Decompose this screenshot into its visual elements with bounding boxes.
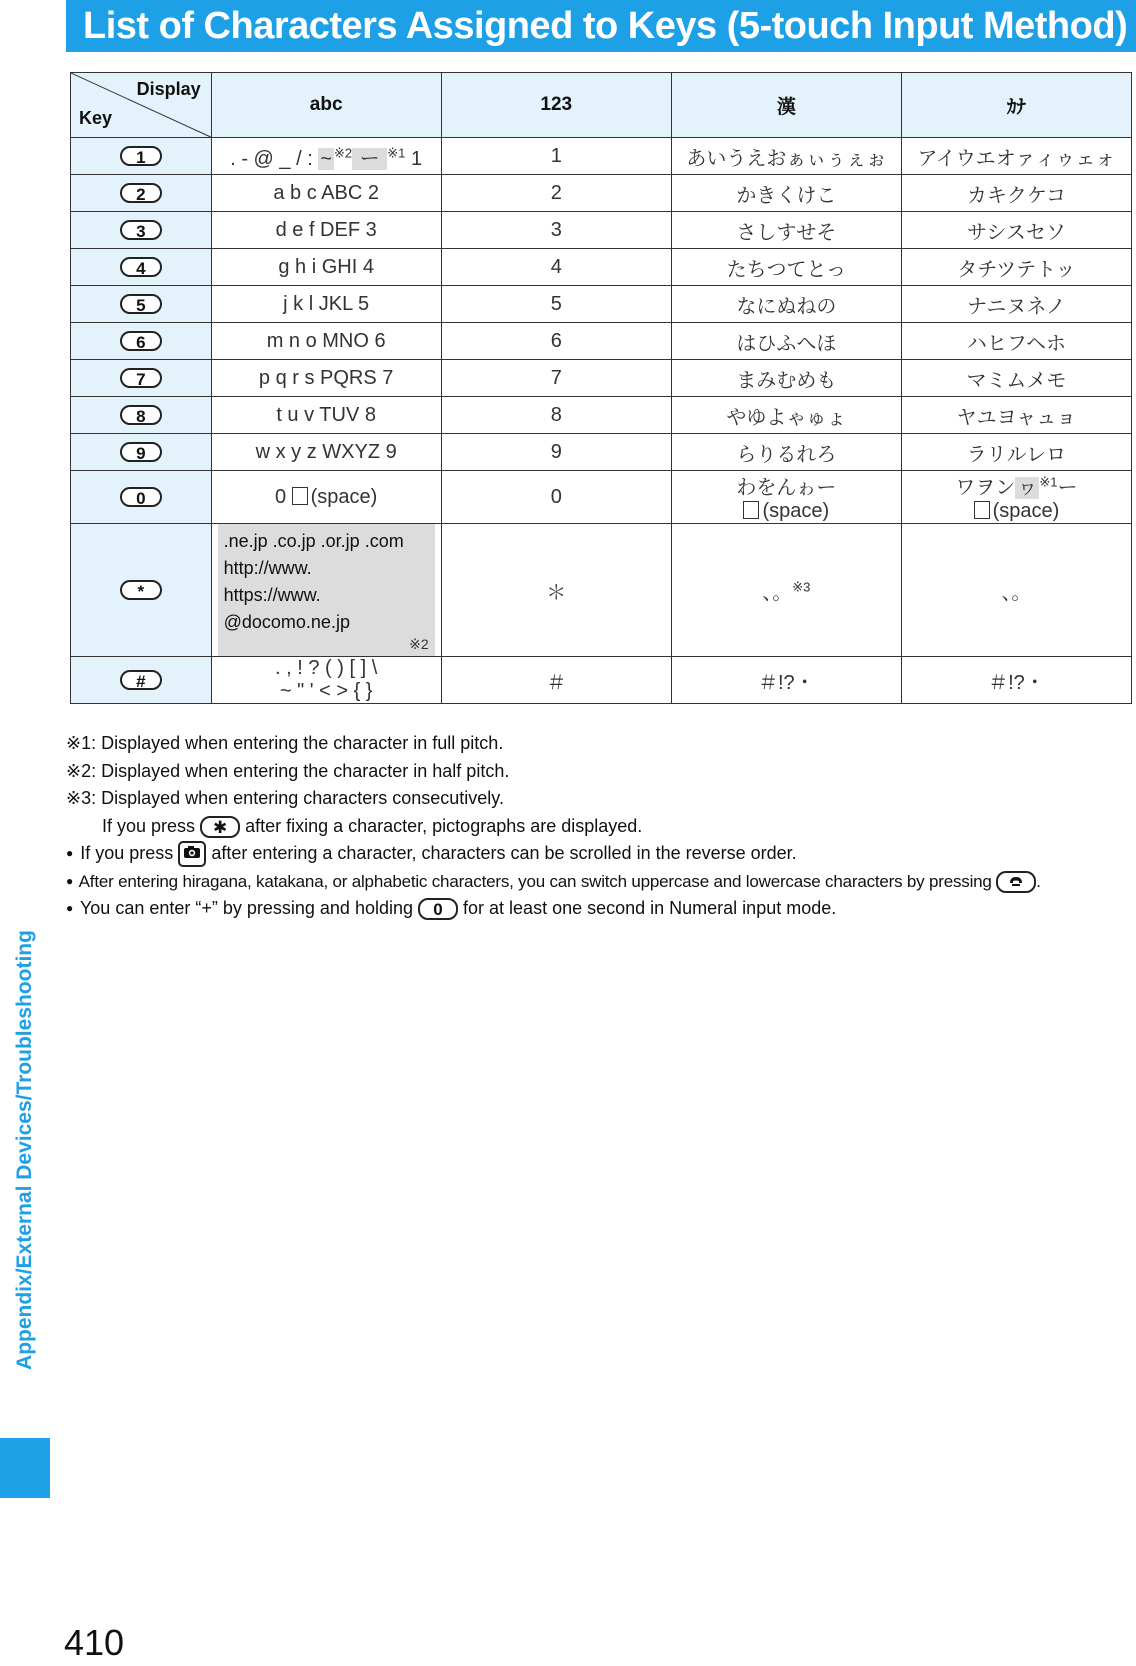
kanji-cell: たちつてとっ: [671, 249, 901, 286]
note-text: You can enter “+” by pressing and holding: [79, 898, 413, 918]
kanji-cell: かきくけこ: [671, 175, 901, 212]
kana-cell: マミムメモ: [901, 360, 1131, 397]
note-text: After entering hiragana, katakana, or alphabetic characters, you can switch uppercase and lowercase characters by pressing: [78, 871, 992, 891]
kanji-chars: わをんゎー: [736, 477, 837, 499]
column-header-123: 123: [441, 73, 671, 138]
table-row: [71, 286, 1132, 323]
domain-item: @docomo.ne.jp: [223, 612, 350, 632]
num-cell: 1: [441, 138, 671, 175]
space-symbol: [974, 501, 990, 519]
footnote-3-detail: [66, 813, 1136, 841]
highlight-char: ヮ: [1017, 477, 1038, 499]
num-cell: 8: [441, 397, 671, 434]
key-3-icon: 3: [120, 220, 162, 240]
key-9-icon: 9: [120, 442, 162, 462]
key-cell: [71, 360, 212, 397]
bullet-note-1: [66, 840, 1136, 868]
section-color-block: [0, 1438, 50, 1498]
table-row: [71, 657, 1132, 704]
highlight-char: ~: [320, 147, 333, 170]
camera-key-icon: [178, 841, 206, 867]
abc-chars: ~ " ' < > { }: [279, 680, 373, 702]
space-label: (space): [762, 500, 830, 522]
num-cell: 3: [441, 212, 671, 249]
kana-cell: タチツテトッ: [901, 249, 1131, 286]
page-number: 410: [64, 1622, 125, 1663]
domain-item: https://www.: [223, 585, 321, 605]
footnote-3: ※3: Displayed when entering characters consecutively.: [66, 788, 504, 808]
kana-cell: アイウエオァィゥェォ: [901, 138, 1131, 175]
note-text: after entering a character, characters can be scrolled in the reverse order.: [211, 843, 797, 863]
abc-cell: [211, 657, 441, 704]
abc-cell: [211, 524, 441, 657]
domain-item: .ne.jp .co.jp .or.jp .com: [223, 531, 404, 551]
abc-cell: g h i GHI 4: [211, 249, 441, 286]
column-header-abc: abc: [211, 73, 441, 138]
footnote-ref: ※2: [334, 144, 353, 160]
num-cell: 4: [441, 249, 671, 286]
space-symbol: [743, 501, 759, 519]
key-cell: [71, 249, 212, 286]
key-0-icon: 0: [120, 487, 162, 507]
abc-cell: t u v TUV 8: [211, 397, 441, 434]
table-row: [71, 212, 1132, 249]
note-text: for at least one second in Numeral input mode.: [463, 898, 837, 918]
kanji-cell: まみむめも: [671, 360, 901, 397]
kana-cell: サシスセソ: [901, 212, 1131, 249]
title-bar: [66, 0, 1136, 52]
key-cell: [71, 524, 212, 657]
kanji-cell: なにぬねの: [671, 286, 901, 323]
footnote-ref: ※1: [1039, 474, 1058, 490]
key-cell: [71, 138, 212, 175]
abc-cell: [211, 471, 441, 524]
abc-chars: . - @ _ / :: [230, 147, 319, 170]
abc-cell: w x y z WXYZ 9: [211, 434, 441, 471]
key-2-icon: 2: [120, 183, 162, 203]
key-6-icon: 6: [120, 331, 162, 351]
kana-cell: カキクケコ: [901, 175, 1131, 212]
hash-key-icon: #: [120, 670, 162, 690]
key-cell: [71, 286, 212, 323]
footnote-2: ※2: Displayed when entering the character in half pitch.: [66, 760, 510, 781]
kana-cell: [901, 471, 1131, 524]
space-label: (space): [992, 500, 1060, 522]
kanji-cell: はひふへほ: [671, 323, 901, 360]
key-cell: [71, 323, 212, 360]
kana-chars: ワヲン: [955, 477, 1016, 499]
abc-cell: d e f DEF 3: [211, 212, 441, 249]
column-header-kanji: 漢: [671, 73, 901, 138]
table-header-row: [71, 73, 1132, 138]
footnote-1: ※1: Displayed when entering the character in full pitch.: [66, 733, 504, 753]
note-text: If you press: [102, 815, 196, 836]
table-row: [71, 249, 1132, 286]
num-cell: 7: [441, 360, 671, 397]
abc-chars: . , ! ? ( ) [ ] \: [275, 657, 378, 679]
corner-key-label: Key: [79, 108, 113, 128]
abc-cell: [211, 138, 441, 175]
phone-key-icon: [996, 871, 1036, 893]
num-cell: ＊: [441, 524, 671, 657]
table-row: [71, 360, 1132, 397]
footnote-ref: ※2: [409, 636, 429, 652]
num-cell: 9: [441, 434, 671, 471]
section-side-tab: [0, 880, 50, 1420]
kana-cell: ＃!?・: [901, 657, 1131, 704]
kanji-cell: あいうえおぁぃぅぇぉ: [671, 138, 901, 175]
table-row: [71, 397, 1132, 434]
key-cell: [71, 175, 212, 212]
key-cell: [71, 434, 212, 471]
space-label: (space): [310, 485, 378, 508]
space-symbol: [292, 487, 308, 505]
abc-chars: 1: [405, 147, 423, 170]
kanji-cell: さしすせそ: [671, 212, 901, 249]
table-row: [71, 175, 1132, 212]
num-cell: 2: [441, 175, 671, 212]
column-header-kana: ｶﾅ: [901, 73, 1131, 138]
kanji-cell: [671, 524, 901, 657]
asterisk-key-icon: *: [120, 580, 162, 600]
table-row: [71, 323, 1132, 360]
kanji-cell: [671, 471, 901, 524]
kanji-cell: ＃!?・: [671, 657, 901, 704]
num-cell: 0: [441, 471, 671, 524]
abc-cell: a b c ABC 2: [211, 175, 441, 212]
num-cell: 6: [441, 323, 671, 360]
footnote-ref: ※3: [792, 578, 811, 594]
abc-cell: p q r s PQRS 7: [211, 360, 441, 397]
zero-key-icon: 0: [418, 898, 458, 920]
footnotes: [66, 730, 1136, 923]
kanji-cell: らりるれろ: [671, 434, 901, 471]
kanji-chars: 、。: [762, 581, 793, 604]
kanji-cell: やゆよゃゅょ: [671, 397, 901, 434]
key-4-icon: 4: [120, 257, 162, 277]
num-cell: ＃: [441, 657, 671, 704]
table-row: [71, 471, 1132, 524]
corner-header: [71, 73, 212, 138]
key-cell: [71, 471, 212, 524]
kana-cell: ナニヌネノ: [901, 286, 1131, 323]
section-label: Appendix/External Devices/Troubleshooting: [13, 930, 36, 1370]
kana-cell: ハヒフヘホ: [901, 323, 1131, 360]
abc-chars: 0: [274, 485, 287, 508]
key-7-icon: 7: [120, 368, 162, 388]
table-row: [71, 138, 1132, 175]
table-row: [71, 434, 1132, 471]
domain-item: http://www.: [223, 558, 312, 578]
bullet-note-2: [66, 868, 1136, 896]
kana-cell: ヤユヨャュョ: [901, 397, 1131, 434]
kana-cell: 、。: [901, 524, 1131, 657]
note-text: after fixing a character, pictographs are displayed.: [245, 815, 643, 836]
domain-shortcuts: [218, 524, 435, 656]
kana-cell: ラリルレロ: [901, 434, 1131, 471]
key-5-icon: 5: [120, 294, 162, 314]
bullet-note-3: [66, 895, 1136, 923]
highlight-char: ー: [354, 147, 386, 170]
key-cell: [71, 212, 212, 249]
footnote-ref: ※1: [387, 144, 406, 160]
table-row: [71, 524, 1132, 657]
corner-display-label: Display: [136, 79, 201, 99]
key-cell: [71, 397, 212, 434]
abc-cell: j k l JKL 5: [211, 286, 441, 323]
key-cell: [71, 657, 212, 704]
note-text: If you press: [80, 843, 174, 863]
key-8-icon: 8: [120, 405, 162, 425]
page-title: List of Characters Assigned to Keys (5-touch Input Method): [83, 4, 1128, 47]
key-1-icon: 1: [120, 146, 162, 166]
key-character-table: [70, 72, 1132, 704]
kana-chars: ー: [1057, 477, 1078, 499]
num-cell: 5: [441, 286, 671, 323]
note-text: .: [1036, 871, 1041, 891]
abc-cell: m n o MNO 6: [211, 323, 441, 360]
asterisk-key-icon: ✱: [200, 816, 240, 838]
